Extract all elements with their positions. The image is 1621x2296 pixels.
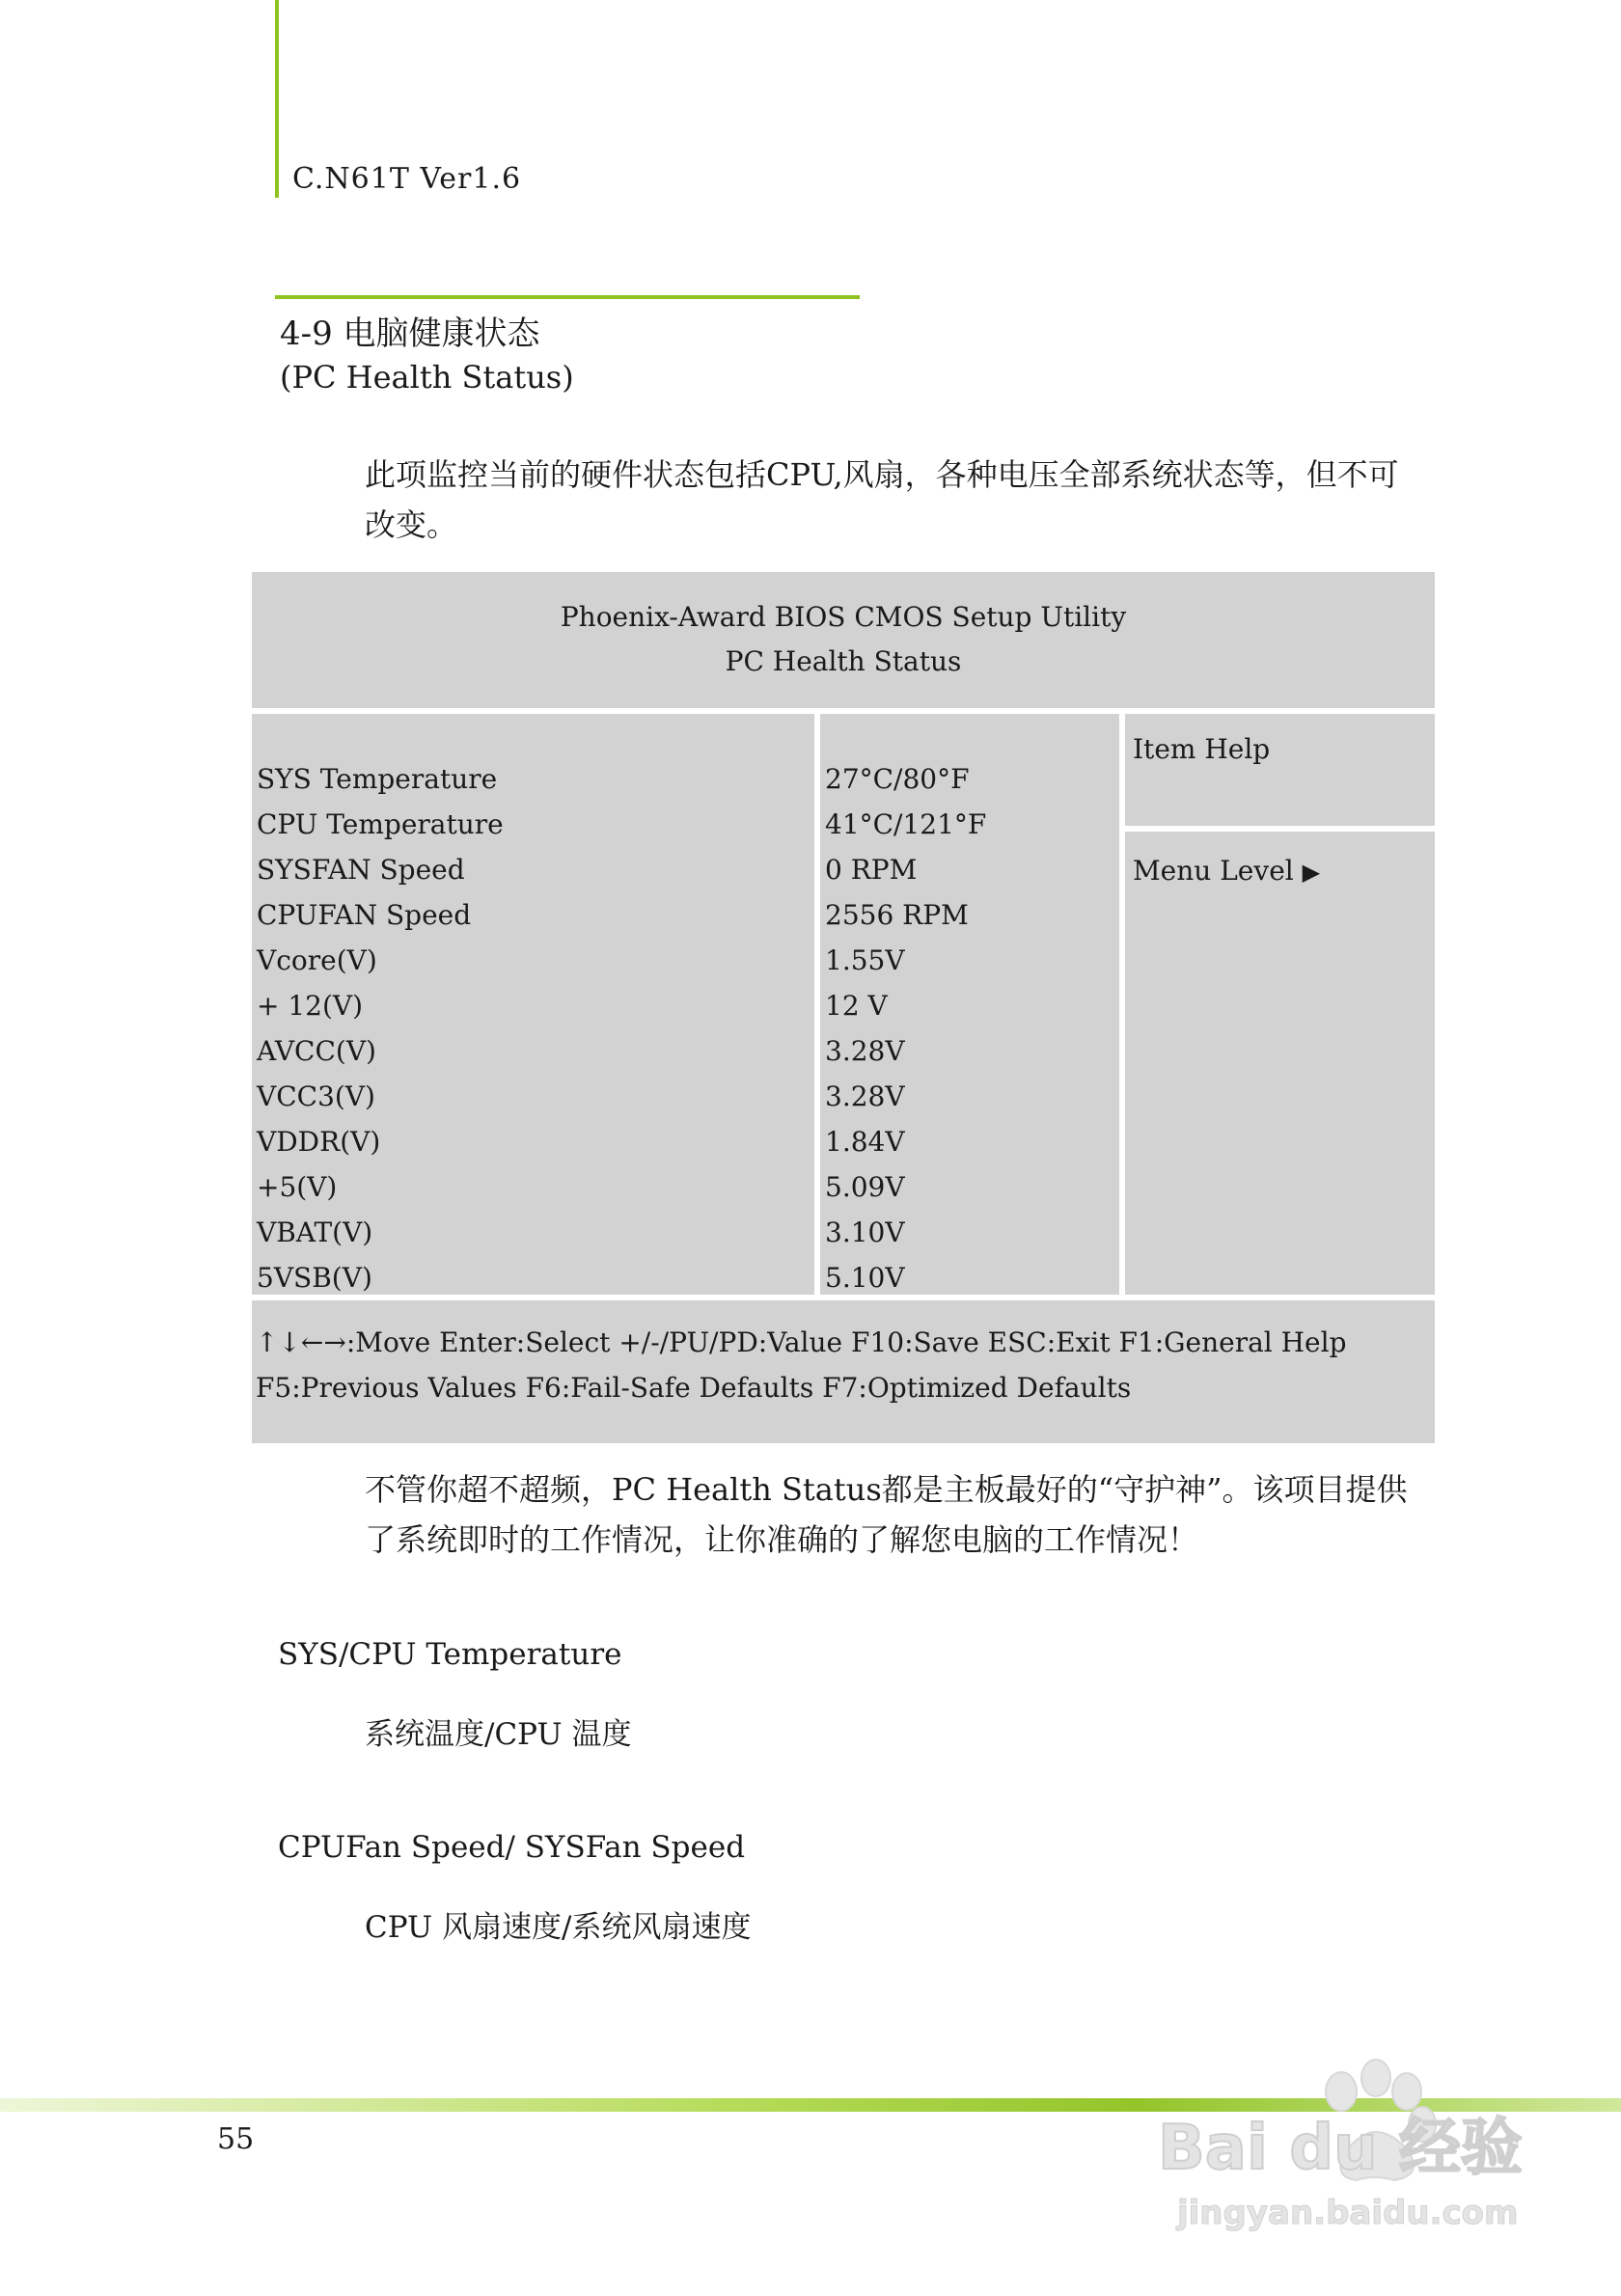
bios-label[interactable]: VBAT(V): [257, 1216, 373, 1248]
bios-value: 12 V: [825, 990, 888, 1022]
bios-value: 3.28V: [825, 1035, 905, 1067]
bios-label[interactable]: VDDR(V): [257, 1126, 381, 1158]
bios-label[interactable]: 5VSB(V): [257, 1262, 372, 1294]
outro-paragraph: 不管你超不超频，PC Health Status都是主板最好的“守护神”。该项目提供了系统即时的工作情况，让你准确的了解您电脑的工作情况！: [365, 1471, 1408, 1558]
bios-title-bar: [252, 572, 1435, 708]
watermark-brand: Bai du 经验: [1158, 2113, 1523, 2184]
item-description: CPU 风扇速度/系统风扇速度: [365, 1910, 752, 1945]
bios-value: 2556 RPM: [825, 899, 969, 931]
bios-value: 41°C/121°F: [825, 808, 987, 840]
bios-value: 3.10V: [825, 1216, 905, 1248]
bios-page-title: PC Health Status: [725, 645, 962, 677]
bios-value-column: [820, 714, 1119, 1295]
bios-value: 5.09V: [825, 1171, 905, 1203]
menu-level-panel: [1125, 832, 1435, 1295]
bios-utility-title: Phoenix-Award BIOS CMOS Setup Utility: [560, 601, 1127, 633]
menu-level-label: Menu Level: [1133, 855, 1294, 887]
bios-label[interactable]: SYSFAN Speed: [257, 854, 465, 886]
bios-screen: [252, 572, 1435, 1443]
page-number: 55: [217, 2122, 255, 2156]
bios-label[interactable]: + 12(V): [257, 990, 364, 1022]
section-title: 4-9 电脑健康状态: [280, 314, 540, 353]
bios-label[interactable]: +5(V): [257, 1171, 338, 1203]
bios-label[interactable]: AVCC(V): [257, 1035, 376, 1067]
bios-label[interactable]: SYS Temperature: [257, 763, 498, 795]
section-subtitle: (PC Health Status): [280, 359, 574, 396]
item-help-label: Item Help: [1133, 733, 1271, 765]
bios-value: 0 RPM: [825, 854, 918, 886]
bios-label[interactable]: Vcore(V): [257, 944, 377, 976]
watermark-url: jingyan.baidu.com: [1177, 2194, 1519, 2232]
item-heading: CPUFan Speed/ SYSFan Speed: [278, 1830, 746, 1865]
key-legend-line2: F5:Previous Values F6:Fail-Safe Defaults F7:Optimized Defaults: [256, 1372, 1132, 1404]
item-help-panel: [1125, 714, 1435, 826]
item-description: 系统温度/CPU 温度: [365, 1717, 632, 1752]
bios-value: 5.10V: [825, 1262, 905, 1294]
bios-label-column: [252, 714, 814, 1295]
bios-label[interactable]: CPUFAN Speed: [257, 899, 472, 931]
bios-value: 27°C/80°F: [825, 763, 970, 795]
baidu-watermark: [1148, 2045, 1553, 2238]
bios-value: 1.84V: [825, 1126, 905, 1158]
bios-value: 3.28V: [825, 1080, 905, 1112]
bios-label[interactable]: VCC3(V): [257, 1080, 375, 1112]
bios-label[interactable]: CPU Temperature: [257, 808, 504, 840]
item-heading: SYS/CPU Temperature: [278, 1637, 622, 1672]
bios-key-legend: [252, 1300, 1435, 1443]
triangle-right-icon: ▶: [1302, 859, 1321, 886]
intro-paragraph: 此项监控当前的硬件状态包括CPU,风扇，各种电压全部系统状态等，但不可改变。: [365, 456, 1399, 543]
section-divider: [275, 295, 860, 299]
model-header: C.N61T Ver1.6: [292, 162, 522, 196]
header-accent-line: [275, 0, 279, 198]
bios-value: 1.55V: [825, 944, 905, 976]
key-legend-line1: ↑↓←→:Move Enter:Select +/-/PU/PD:Value F10:Save ESC:Exit F1:General Help: [256, 1326, 1347, 1358]
